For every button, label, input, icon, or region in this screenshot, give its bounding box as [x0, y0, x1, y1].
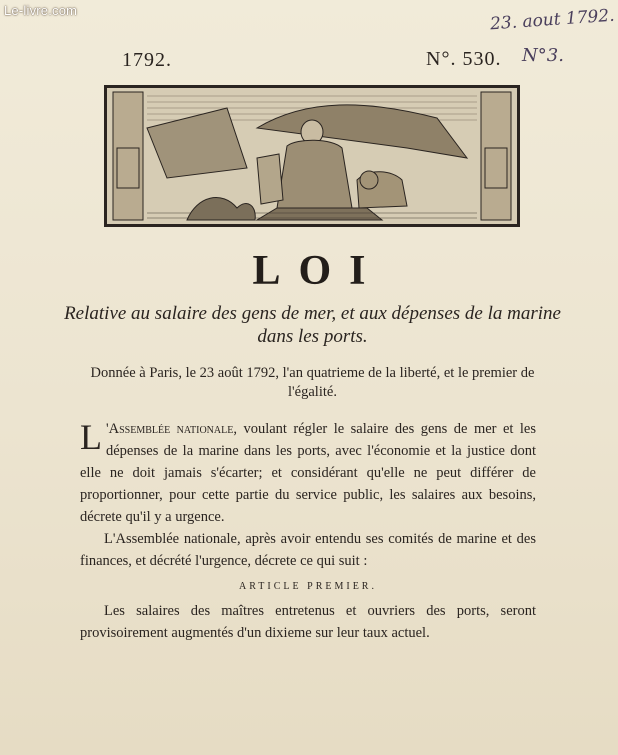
assembly-lead: 'Assemblée nationale [106, 421, 234, 437]
document-subtitle: Relative au salaire des gens de mer, et aux dépenses de la marine dans les ports. [64, 303, 561, 347]
paragraph-1 [80, 418, 536, 528]
article-heading: ARTICLE PREMIER. [239, 581, 377, 592]
header-number: N°. 530. [426, 48, 502, 70]
handwritten-number: N°3. [522, 45, 564, 66]
body-text [80, 418, 536, 644]
date-line: Donnée à Paris, le 23 août 1792, l'an quatrieme de la liberté, et le premier de l'égalité. [90, 365, 535, 400]
handwritten-date: 23. aout 1792. [489, 5, 616, 35]
paragraph-2: L'Assemblée nationale, après avoir entendu ses comités de marine et des finances, et décrété l'urgence, décrete ce qui suit : [80, 531, 536, 569]
allegorical-engraving-icon [104, 85, 520, 227]
header-year: 1792. [122, 49, 172, 71]
paragraph-1-text: , voulant régler le salaire des gens de mer et les dépenses de la marine dans les ports, avec l'économie et la justice dont elle ne doit jamais s'écarter; et considérant qu'elle ne peut différer de proportionner, pour cette partie du service public, les salaires aux besoins, décrete qu'il y a urgence. [80, 421, 537, 525]
drop-cap: L [80, 417, 102, 457]
watermark: Le-livre.com [4, 3, 78, 18]
paragraph-3: Les salaires des maîtres entretenus et ouvriers des ports, seront provisoirement augmentés d'un dixieme sur leur taux actuel. [80, 603, 536, 641]
document-title: LOI [252, 248, 384, 294]
